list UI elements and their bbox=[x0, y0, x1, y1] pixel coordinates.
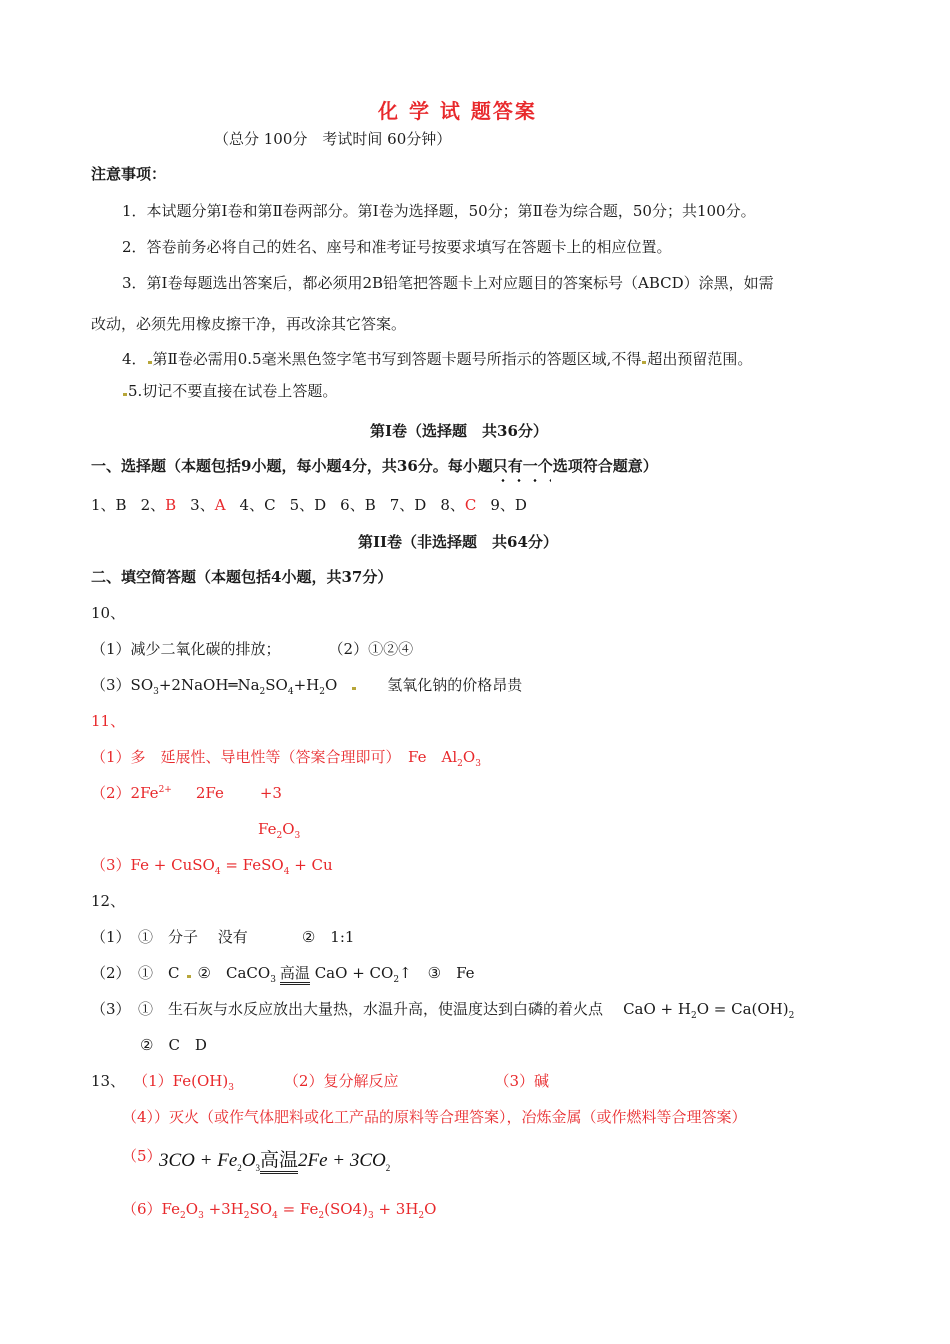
annotation-mark bbox=[148, 361, 152, 364]
choice-answer-item bbox=[290, 496, 327, 514]
choice-letter: B bbox=[165, 496, 177, 514]
choice-number: 5、 bbox=[289, 496, 315, 514]
choice-answer-item bbox=[390, 496, 427, 514]
choice-letter: B bbox=[364, 496, 376, 514]
q11-answer-3: （3）Fe + CuSO$_4$ = FeSO$_4$ + Cu bbox=[91, 856, 333, 877]
emphasis-text: 只有一个 bbox=[492, 457, 553, 475]
annotation-mark bbox=[352, 687, 356, 690]
choice-number: 8、 bbox=[440, 496, 465, 514]
q11-answer-2: $(2)2Fe^{2+}$ 2Fe +3 bbox=[91, 784, 282, 802]
part2-title: 第II卷（非选择题 共64分） bbox=[358, 533, 558, 551]
choice-answer-item bbox=[340, 496, 376, 514]
choice-letter: C bbox=[264, 496, 276, 514]
choice-letter: C bbox=[464, 496, 477, 514]
notice-item-5: 5.切记不要直接在试卷上答题。 bbox=[122, 381, 337, 401]
q12-answer-1: （1） ① 分子 没有 ② 1:1 bbox=[91, 928, 355, 946]
q13-answer-4: （4））灭火（或作气体肥料或化工产品的原料等合理答案），冶炼金属（或作燃料等合理答案） bbox=[122, 1108, 747, 1126]
q10-answer-3: $(3)SO_3+2NaOH═Na_2SO_4+H_2O$ 氢氧化钠的价格昂贵 bbox=[91, 676, 523, 697]
notice-item-1: 1．本试题分第Ⅰ卷和第Ⅱ卷两部分。第Ⅰ卷为选择题，50分；第Ⅱ卷为综合题，50分；共100分。 bbox=[122, 202, 756, 220]
q12-number: 12、 bbox=[91, 892, 126, 910]
q13-answer-6: $(6)Fe_2O_3 +3H_2SO_4 = Fe_2(SO4)_3 + 3H_2O$ bbox=[122, 1200, 437, 1221]
q11-answer-2-formula: $Fe_2O_3$ bbox=[258, 820, 301, 841]
annotation-mark bbox=[642, 361, 646, 364]
choice-number: 2、 bbox=[140, 496, 166, 514]
notice-item-3: 3．第Ⅰ卷每题选出答案后，都必须用2B铅笔把答题卡上对应题目的答案标号（ABCD）涂黑，如需 bbox=[122, 274, 774, 292]
page-title: 化 学 试 题答案 bbox=[378, 99, 537, 123]
choice-letter: D bbox=[314, 496, 327, 514]
choice-answer-item bbox=[490, 496, 527, 514]
choice-answer-item bbox=[190, 496, 225, 514]
exam-info: （总分 100分 考试时间 60分钟） bbox=[214, 130, 452, 148]
q10-answer-1: （1）减少二氧化碳的排放； （2）①②④ bbox=[91, 640, 414, 658]
part1-title: 第Ⅰ卷（选择题 共36分） bbox=[370, 422, 548, 440]
q13-number: 13、 $(1)Fe(OH)_3$ （2）复分解反应 （3）碱 bbox=[91, 1072, 550, 1093]
gas-arrow-icon: ↑ bbox=[399, 964, 412, 982]
q11-answer-1: （1）多 延展性、导电性等（答案合理即可） Fe $Al_2O_3$ bbox=[91, 748, 481, 769]
choice-letter: A bbox=[214, 496, 226, 514]
section1-heading: 一、选择题（本题包括9小题，每小题4分，共36分。每小题只有一个选项符合题意） bbox=[91, 457, 658, 475]
reaction-condition: 高温 bbox=[260, 1150, 298, 1174]
choice-answer-item bbox=[240, 496, 276, 514]
choice-letter: B bbox=[115, 496, 127, 514]
choice-number: 4、 bbox=[239, 496, 265, 514]
annotation-mark bbox=[123, 393, 127, 396]
section2-heading: 二、填空简答题（本题包括4小题，共37分） bbox=[91, 568, 393, 586]
notice-item-4: 4． 第Ⅱ卷必需用0.5毫米黑色签字笔书写到答题卡题号所指示的答题区域,不得 超出预留范围。 bbox=[122, 350, 753, 368]
q12-answer-3: （3） ① 生石灰与水反应放出大量热，水温升高，使温度达到白磷的着火点 CaO + $H_2O = Ca(OH)_2$ bbox=[91, 1000, 795, 1021]
choice-answers bbox=[91, 495, 541, 515]
q13-answer-5-label: （5） bbox=[122, 1147, 162, 1165]
q10-number: 10、 bbox=[91, 604, 126, 622]
notice-item-2: 2．答卷前务必将自己的姓名、座号和准考证号按要求填写在答题卡上的相应位置。 bbox=[122, 238, 672, 256]
choice-number: 1、 bbox=[91, 496, 116, 514]
choice-answer-item bbox=[91, 496, 127, 514]
choice-letter: D bbox=[514, 496, 527, 514]
q12-answer-2: （2） ① C ② CaCO$_3$ 高温 CaO + $CO_2↑$ ③ Fe bbox=[91, 964, 475, 985]
annotation-mark bbox=[187, 975, 191, 978]
choice-letter: D bbox=[414, 496, 427, 514]
choice-number: 6、 bbox=[340, 496, 365, 514]
q13-answer-5-equation: $3CO + Fe_2O_3$高温$2Fe + 3CO_2$ bbox=[159, 1150, 391, 1173]
choice-answer-item bbox=[141, 496, 177, 514]
choice-number: 7、 bbox=[389, 496, 415, 514]
reaction-condition: 高温 bbox=[280, 964, 310, 985]
choice-number: 3、 bbox=[190, 496, 215, 514]
notice-heading: 注意事项： bbox=[91, 165, 167, 183]
notice-item-3-cont: 改动，必须先用橡皮擦干净，再改涂其它答案。 bbox=[91, 315, 407, 333]
q12-answer-4: ② C D bbox=[140, 1036, 207, 1054]
choice-number: 9、 bbox=[490, 496, 515, 514]
q11-number: 11、 bbox=[91, 712, 126, 730]
choice-answer-item bbox=[440, 496, 476, 514]
